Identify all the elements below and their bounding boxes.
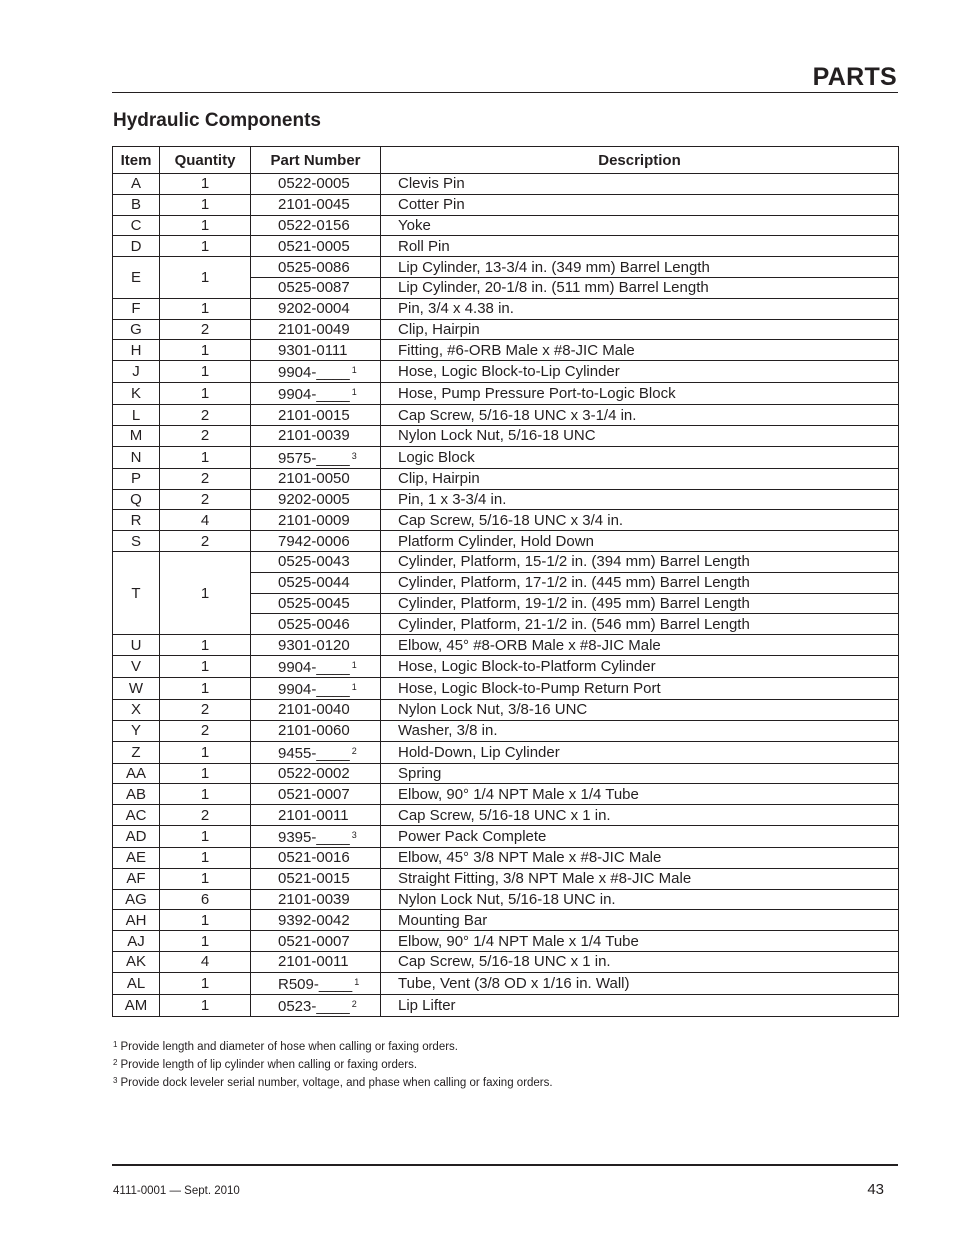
description-cell: Hose, Logic Block-to-Lip Cylinder xyxy=(381,361,899,383)
quantity-cell: 1 xyxy=(160,784,251,805)
table-row xyxy=(113,551,899,572)
description-cell: Power Pack Complete xyxy=(381,825,899,847)
description-cell: Mounting Bar xyxy=(381,910,899,931)
part-number: 9455-____ xyxy=(278,744,350,762)
table-row xyxy=(113,763,899,784)
part-number: 0522-0156 xyxy=(278,216,350,234)
part-number: 9904-____ xyxy=(278,386,350,404)
description-cell: Cap Screw, 5/16-18 UNC x 3/4 in. xyxy=(381,510,899,531)
part-number-cell xyxy=(251,805,381,826)
table-row xyxy=(113,784,899,805)
part-number-cell xyxy=(251,236,381,257)
part-number: 2101-0009 xyxy=(278,511,350,529)
parts-table-body xyxy=(113,174,899,1017)
quantity-cell: 4 xyxy=(160,951,251,972)
footnote-mark: 2 xyxy=(113,1058,118,1067)
quantity-cell: 2 xyxy=(160,405,251,426)
part-number: 0522-0002 xyxy=(278,764,350,782)
table-row xyxy=(113,720,899,741)
part-number-cell xyxy=(251,825,381,847)
footnote-ref: 1 xyxy=(351,681,357,692)
description-cell: Pin, 1 x 3-3/4 in. xyxy=(381,489,899,510)
description-cell: Hold-Down, Lip Cylinder xyxy=(381,741,899,763)
quantity-cell: 1 xyxy=(160,825,251,847)
item-cell: K xyxy=(113,383,160,405)
part-number-cell xyxy=(251,951,381,972)
part-number-cell xyxy=(251,298,381,319)
document-id: 4111-0001 — Sept. 2010 xyxy=(113,1185,240,1197)
footnote-ref: 3 xyxy=(351,450,357,461)
quantity-cell: 2 xyxy=(160,805,251,826)
description-cell: Cap Screw, 5/16-18 UNC x 1 in. xyxy=(381,805,899,826)
page-number: 43 xyxy=(867,1181,884,1198)
part-number: 0521-0015 xyxy=(278,870,350,888)
item-cell: AK xyxy=(113,951,160,972)
part-number: 9392-0042 xyxy=(278,911,350,929)
footnote-ref: 1 xyxy=(351,365,357,376)
part-number: 0525-0046 xyxy=(278,615,350,633)
table-row xyxy=(113,531,899,552)
part-number-cell xyxy=(251,510,381,531)
table-header-row xyxy=(113,147,899,174)
part-number-cell xyxy=(251,677,381,699)
part-number: 0523-____ xyxy=(278,997,350,1015)
description-cell: Roll Pin xyxy=(381,236,899,257)
item-cell: AL xyxy=(113,972,160,994)
table-row xyxy=(113,972,899,994)
part-number: 2101-0039 xyxy=(278,890,350,908)
part-number-cell xyxy=(251,593,381,614)
item-cell: C xyxy=(113,215,160,236)
footnote xyxy=(113,1073,553,1091)
part-number-cell xyxy=(251,614,381,635)
table-row xyxy=(113,405,899,426)
quantity-cell: 1 xyxy=(160,257,251,299)
part-number-cell xyxy=(251,468,381,489)
table-row xyxy=(113,951,899,972)
part-number: 0525-0043 xyxy=(278,553,350,571)
part-number: 0525-0044 xyxy=(278,574,350,592)
table-row xyxy=(113,741,899,763)
item-cell: U xyxy=(113,635,160,656)
description-cell: Logic Block xyxy=(381,446,899,468)
column-header-part-number: Part Number xyxy=(251,147,381,174)
table-row xyxy=(113,489,899,510)
table-row xyxy=(113,257,899,278)
item-cell: AA xyxy=(113,763,160,784)
quantity-cell: 1 xyxy=(160,340,251,361)
part-number: 9301-0120 xyxy=(278,636,350,654)
part-number-cell xyxy=(251,572,381,593)
item-cell: AB xyxy=(113,784,160,805)
footnote-ref: 1 xyxy=(354,976,360,987)
part-number: 2101-0011 xyxy=(278,953,349,971)
quantity-cell: 1 xyxy=(160,215,251,236)
table-row xyxy=(113,446,899,468)
description-cell: Elbow, 45° #8-ORB Male x #8-JIC Male xyxy=(381,635,899,656)
quantity-cell: 1 xyxy=(160,194,251,215)
part-number: 0521-0007 xyxy=(278,932,350,950)
quantity-cell: 1 xyxy=(160,635,251,656)
page-title: PARTS xyxy=(812,63,897,91)
description-cell: Clip, Hairpin xyxy=(381,319,899,340)
section-title: Hydraulic Components xyxy=(113,110,321,131)
footnote-mark: 1 xyxy=(113,1040,118,1049)
part-number-cell xyxy=(251,868,381,889)
description-cell: Lip Lifter xyxy=(381,994,899,1016)
table-row xyxy=(113,361,899,383)
item-cell: V xyxy=(113,655,160,677)
description-cell: Nylon Lock Nut, 5/16-18 UNC xyxy=(381,425,899,446)
part-number-cell xyxy=(251,319,381,340)
quantity-cell: 1 xyxy=(160,236,251,257)
item-cell: X xyxy=(113,699,160,720)
footnote-ref: 2 xyxy=(351,745,357,756)
quantity-cell: 2 xyxy=(160,699,251,720)
part-number-cell xyxy=(251,446,381,468)
quantity-cell: 1 xyxy=(160,361,251,383)
footnotes xyxy=(113,1037,553,1091)
quantity-cell: 1 xyxy=(160,677,251,699)
quantity-cell: 1 xyxy=(160,994,251,1016)
part-number-cell xyxy=(251,277,381,298)
part-number-cell xyxy=(251,889,381,910)
part-number: 2101-0050 xyxy=(278,470,350,488)
description-cell: Pin, 3/4 x 4.38 in. xyxy=(381,298,899,319)
part-number-cell xyxy=(251,972,381,994)
item-cell: W xyxy=(113,677,160,699)
part-number-cell xyxy=(251,215,381,236)
table-row xyxy=(113,635,899,656)
part-number: 9904-____ xyxy=(278,680,350,698)
footnote xyxy=(113,1055,553,1073)
quantity-cell: 1 xyxy=(160,655,251,677)
part-number-cell xyxy=(251,847,381,868)
quantity-cell: 2 xyxy=(160,531,251,552)
description-cell: Lip Cylinder, 20-1/8 in. (511 mm) Barrel Length xyxy=(381,277,899,298)
quantity-cell: 2 xyxy=(160,489,251,510)
header-rule xyxy=(112,92,898,93)
footnote xyxy=(113,1037,553,1055)
table-row xyxy=(113,699,899,720)
table-row xyxy=(113,194,899,215)
table-row xyxy=(113,510,899,531)
table-row xyxy=(113,910,899,931)
column-header-quantity: Quantity xyxy=(160,147,251,174)
item-cell: S xyxy=(113,531,160,552)
quantity-cell: 2 xyxy=(160,425,251,446)
item-cell: Y xyxy=(113,720,160,741)
item-cell: D xyxy=(113,236,160,257)
table-row xyxy=(113,931,899,952)
item-cell: F xyxy=(113,298,160,319)
part-number: 0525-0087 xyxy=(278,279,350,297)
table-row xyxy=(113,425,899,446)
description-cell: Cap Screw, 5/16-18 UNC x 3-1/4 in. xyxy=(381,405,899,426)
item-cell: AD xyxy=(113,825,160,847)
table-row xyxy=(113,319,899,340)
part-number: 2101-0039 xyxy=(278,427,350,445)
item-cell: N xyxy=(113,446,160,468)
part-number-cell xyxy=(251,194,381,215)
footnote-text: Provide dock leveler serial number, voltage, and phase when calling or faxing orders. xyxy=(120,1077,553,1089)
description-cell: Cylinder, Platform, 15-1/2 in. (394 mm) Barrel Length xyxy=(381,551,899,572)
quantity-cell: 1 xyxy=(160,972,251,994)
footnote-ref: 1 xyxy=(351,659,357,670)
part-number-cell xyxy=(251,763,381,784)
quantity-cell: 1 xyxy=(160,847,251,868)
description-cell: Hose, Logic Block-to-Pump Return Port xyxy=(381,677,899,699)
footnote-mark: 3 xyxy=(113,1076,118,1085)
item-cell: E xyxy=(113,257,160,299)
table-row xyxy=(113,236,899,257)
column-header-description: Description xyxy=(381,147,899,174)
table-row xyxy=(113,889,899,910)
item-cell: AJ xyxy=(113,931,160,952)
part-number: 0521-0005 xyxy=(278,237,350,255)
part-number-cell xyxy=(251,425,381,446)
description-cell: Cotter Pin xyxy=(381,194,899,215)
item-cell: L xyxy=(113,405,160,426)
description-cell: Elbow, 90° 1/4 NPT Male x 1/4 Tube xyxy=(381,784,899,805)
item-cell: J xyxy=(113,361,160,383)
description-cell: Nylon Lock Nut, 5/16-18 UNC in. xyxy=(381,889,899,910)
part-number-cell xyxy=(251,994,381,1016)
footnote-ref: 1 xyxy=(351,387,357,398)
part-number-cell xyxy=(251,405,381,426)
part-number: R509-____ xyxy=(278,975,353,993)
part-number-cell xyxy=(251,361,381,383)
description-cell: Hose, Pump Pressure Port-to-Logic Block xyxy=(381,383,899,405)
part-number-cell xyxy=(251,340,381,361)
part-number: 2101-0060 xyxy=(278,722,350,740)
table-row xyxy=(113,805,899,826)
quantity-cell: 6 xyxy=(160,889,251,910)
table-row xyxy=(113,215,899,236)
description-cell: Cap Screw, 5/16-18 UNC x 1 in. xyxy=(381,951,899,972)
description-cell: Elbow, 45° 3/8 NPT Male x #8-JIC Male xyxy=(381,847,899,868)
part-number-cell xyxy=(251,551,381,572)
parts-table xyxy=(112,146,899,1017)
part-number: 2101-0015 xyxy=(278,406,350,424)
item-cell: R xyxy=(113,510,160,531)
part-number: 9301-0111 xyxy=(278,341,348,359)
item-cell: B xyxy=(113,194,160,215)
item-cell: M xyxy=(113,425,160,446)
description-cell: Spring xyxy=(381,763,899,784)
part-number-cell xyxy=(251,383,381,405)
item-cell: G xyxy=(113,319,160,340)
quantity-cell: 2 xyxy=(160,319,251,340)
part-number: 2101-0045 xyxy=(278,196,350,214)
description-cell: Hose, Logic Block-to-Platform Cylinder xyxy=(381,655,899,677)
quantity-cell: 2 xyxy=(160,720,251,741)
item-cell: T xyxy=(113,551,160,634)
quantity-cell: 1 xyxy=(160,174,251,195)
footnote-text: Provide length and diameter of hose when calling or faxing orders. xyxy=(120,1041,458,1053)
part-number: 9575-____ xyxy=(278,449,350,467)
table-row xyxy=(113,655,899,677)
item-cell: Z xyxy=(113,741,160,763)
quantity-cell: 1 xyxy=(160,551,251,634)
description-cell: Nylon Lock Nut, 3/8-16 UNC xyxy=(381,699,899,720)
description-cell: Clevis Pin xyxy=(381,174,899,195)
part-number: 9395-____ xyxy=(278,828,350,846)
quantity-cell: 2 xyxy=(160,468,251,489)
table-row xyxy=(113,340,899,361)
table-row xyxy=(113,868,899,889)
part-number: 9904-____ xyxy=(278,658,350,676)
part-number-cell xyxy=(251,174,381,195)
item-cell: AG xyxy=(113,889,160,910)
item-cell: A xyxy=(113,174,160,195)
table-row xyxy=(113,847,899,868)
quantity-cell: 1 xyxy=(160,446,251,468)
part-number-cell xyxy=(251,635,381,656)
description-cell: Cylinder, Platform, 21-1/2 in. (546 mm) Barrel Length xyxy=(381,614,899,635)
quantity-cell: 1 xyxy=(160,931,251,952)
item-cell: AE xyxy=(113,847,160,868)
table-row xyxy=(113,383,899,405)
footnote-text: Provide length of lip cylinder when calling or faxing orders. xyxy=(120,1059,418,1071)
table-row xyxy=(113,994,899,1016)
table-row xyxy=(113,825,899,847)
part-number-cell xyxy=(251,489,381,510)
description-cell: Fitting, #6-ORB Male x #8-JIC Male xyxy=(381,340,899,361)
description-cell: Lip Cylinder, 13-3/4 in. (349 mm) Barrel Length xyxy=(381,257,899,278)
part-number: 0525-0045 xyxy=(278,594,350,612)
part-number: 2101-0040 xyxy=(278,701,350,719)
description-cell: Cylinder, Platform, 19-1/2 in. (495 mm) Barrel Length xyxy=(381,593,899,614)
quantity-cell: 4 xyxy=(160,510,251,531)
item-cell: Q xyxy=(113,489,160,510)
part-number: 0525-0086 xyxy=(278,258,350,276)
item-cell: AF xyxy=(113,868,160,889)
quantity-cell: 1 xyxy=(160,868,251,889)
part-number-cell xyxy=(251,531,381,552)
quantity-cell: 1 xyxy=(160,763,251,784)
quantity-cell: 1 xyxy=(160,910,251,931)
table-row xyxy=(113,174,899,195)
item-cell: P xyxy=(113,468,160,489)
item-cell: AH xyxy=(113,910,160,931)
part-number: 0522-0005 xyxy=(278,175,350,193)
part-number: 7942-0006 xyxy=(278,532,350,550)
table-row xyxy=(113,468,899,489)
item-cell: AM xyxy=(113,994,160,1016)
item-cell: AC xyxy=(113,805,160,826)
part-number-cell xyxy=(251,741,381,763)
quantity-cell: 1 xyxy=(160,741,251,763)
description-cell: Yoke xyxy=(381,215,899,236)
part-number-cell xyxy=(251,931,381,952)
part-number-cell xyxy=(251,257,381,278)
description-cell: Clip, Hairpin xyxy=(381,468,899,489)
part-number: 9202-0004 xyxy=(278,300,350,318)
footnote-ref: 2 xyxy=(351,998,357,1009)
footnote-ref: 3 xyxy=(351,829,357,840)
description-cell: Elbow, 90° 1/4 NPT Male x 1/4 Tube xyxy=(381,931,899,952)
part-number-cell xyxy=(251,720,381,741)
quantity-cell: 1 xyxy=(160,383,251,405)
part-number: 2101-0049 xyxy=(278,320,350,338)
footer-rule xyxy=(112,1164,898,1166)
description-cell: Straight Fitting, 3/8 NPT Male x #8-JIC Male xyxy=(381,868,899,889)
part-number: 0521-0007 xyxy=(278,785,350,803)
description-cell: Platform Cylinder, Hold Down xyxy=(381,531,899,552)
description-cell: Cylinder, Platform, 17-1/2 in. (445 mm) Barrel Length xyxy=(381,572,899,593)
table-row xyxy=(113,298,899,319)
item-cell: H xyxy=(113,340,160,361)
column-header-item: Item xyxy=(113,147,160,174)
table-row xyxy=(113,677,899,699)
part-number-cell xyxy=(251,910,381,931)
part-number-cell xyxy=(251,699,381,720)
part-number-cell xyxy=(251,784,381,805)
part-number-cell xyxy=(251,655,381,677)
quantity-cell: 1 xyxy=(160,298,251,319)
description-cell: Washer, 3/8 in. xyxy=(381,720,899,741)
part-number: 2101-0011 xyxy=(278,806,349,824)
part-number: 9202-0005 xyxy=(278,490,350,508)
description-cell: Tube, Vent (3/8 OD x 1/16 in. Wall) xyxy=(381,972,899,994)
part-number: 0521-0016 xyxy=(278,849,350,867)
part-number: 9904-____ xyxy=(278,364,350,382)
